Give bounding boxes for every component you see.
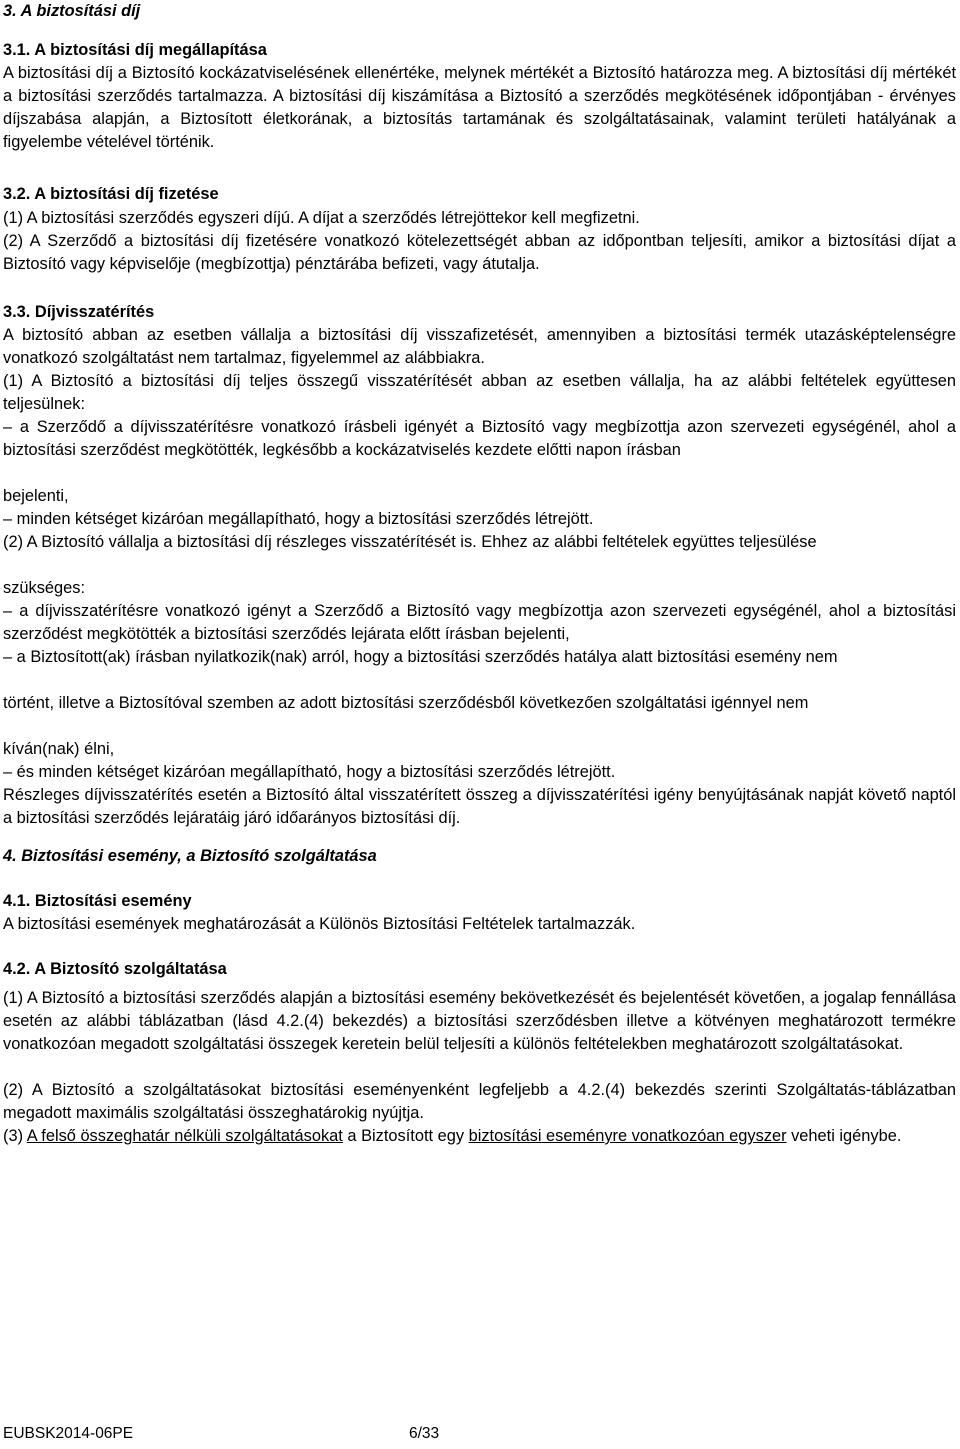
list-item-continuation: kíván(nak) élni, [3, 740, 115, 758]
section-4-2-paragraph-2: (2) A Biztosító a szolgáltatásokat biztosítási eseményenként legfeljebb a 4.2.(4) bekezdés szerinti Szolgáltatás-táblázatban megadott maximális szolgáltatási összeghatárokig nyújtja. [3, 1081, 956, 1122]
section-3-2-paragraph-1: (1) A biztosítási szerződés egyszeri díjú. A díjat a szerződés létrejöttekor kell megfizetni. [3, 209, 640, 227]
section-3-1-paragraph: A biztosítási díj a Biztosító kockázatviselésének ellenértéke, melynek mértékét a Biztosító határozza meg. A biztosítási díj mértékét a biztosítási szerződés tartalmazza. A biztosítási díj kiszámítása a Biztosító a szerződés megkötésének időpontjában - érvényes díjszabása alapján, a Biztosított életkorának, a biztosítás tartamának és szolgáltatásainak, valamint területi hatályának a figyelembe vételével történik. [3, 64, 956, 151]
footer-page-number: 6/33 [409, 1425, 440, 1442]
list-item: – minden kétséget kizáróan megállapítható, hogy a biztosítási szerződés létrejött. [3, 508, 956, 531]
list-item: – a Szerződő a díjvisszatérítésre vonatkozó írásbeli igényét a Biztosító vagy megbízottja azon szervezeti egységénél, ahol a biztosítási szerződést megkötötték, legkésőbb a kockázatviselés kezdete előtti napon írásban [3, 416, 956, 462]
paragraph-text: veheti igénybe. [786, 1127, 902, 1145]
underlined-text: biztosítási eseményre vonatkozóan egyszer [468, 1127, 787, 1145]
section-3-3-heading: 3.3. Díjvisszatérítés [3, 303, 155, 321]
section-3-2-paragraph-2: (2) A Szerződő a biztosítási díj fizetésére vonatkozó kötelezettségét abban az időpontban teljesíti, amikor a biztosítási díjat a Biztosító vagy képviselője (megbízottja) pénztárába befizeti, vagy átutalja. [3, 232, 956, 273]
section-4-2-paragraph-3 [3, 1125, 956, 1148]
list-item: – és minden kétséget kizáróan megállapítható, hogy a biztosítási szerződés létrejött. [3, 761, 956, 784]
section-4-2-heading: 4.2. A Biztosító szolgáltatása [3, 960, 227, 978]
section-4-1-heading: 4.1. Biztosítási esemény [3, 892, 192, 910]
list-item: – a Biztosított(ak) írásban nyilatkozik(nak) arról, hogy a biztosítási szerződés hatálya alatt biztosítási esemény nem [3, 646, 956, 669]
section-3-3-paragraph-2: (2) A Biztosító vállalja a biztosítási díj részleges visszatérítését is. Ehhez az alábbi feltételek együttes teljesülése [3, 533, 817, 551]
section-3-title: 3. A biztosítási díj [3, 2, 141, 20]
paragraph-text: a Biztosított egy [342, 1127, 469, 1145]
list-item: – a díjvisszatérítésre vonatkozó igényt a Szerződő a Biztosító vagy megbízottja azon szervezeti egységénél, ahol a biztosítási szerződést megkötötték a biztosítási szerződés lejárata előtt írásban bejelenti, [3, 600, 956, 646]
section-4-2-paragraph-1: (1) A Biztosító a biztosítási szerződés alapján a biztosítási esemény bekövetkezését és bejelentését követően, a jogalap fennállása esetén az alábbi táblázatban (lásd 4.2.(4) bekezdés) a biztosítási szerződésben illetve a kötvényen meghatározott termékre vonatkozóan megadott szolgáltatási összegek keretein belül teljesíti a különös feltételekben meghatározott szolgáltatásokat. [3, 989, 956, 1053]
footer-document-code: EUBSK2014-06PE [3, 1425, 134, 1442]
section-3-3-paragraph-1: (1) A Biztosító a biztosítási díj teljes összegű visszatérítését abban az esetben vállalja, ha az alábbi feltételek együttesen teljesülnek: [3, 372, 956, 413]
paragraph-prefix: (3) [3, 1127, 27, 1145]
list-item-continuation: történt, illetve a Biztosítóval szemben az adott biztosítási szerződésből következően szolgáltatási igénnyel nem [3, 694, 809, 712]
paragraph-continuation: szükséges: [3, 579, 85, 597]
underlined-text: A felső összeghatár nélküli szolgáltatásokat [26, 1127, 343, 1145]
section-3-3-closing: Részleges díjvisszatérítés esetén a Biztosító által visszatérített összeg a díjvisszatérítési igény benyújtásának napját követő naptól a biztosítási szerződés lejáratáig járó időarányos biztosítási díj. [3, 786, 956, 827]
section-3-2-heading: 3.2. A biztosítási díj fizetése [3, 185, 219, 203]
section-4-title: 4. Biztosítási esemény, a Biztosító szolgáltatása [3, 847, 377, 865]
list-item-continuation: bejelenti, [3, 487, 69, 505]
section-3-1-heading: 3.1. A biztosítási díj megállapítása [3, 41, 267, 59]
section-4-1-paragraph: A biztosítási események meghatározását a Különös Biztosítási Feltételek tartalmazzák. [3, 915, 636, 933]
section-3-3-intro: A biztosító abban az esetben vállalja a biztosítási díj visszafizetését, amennyiben a biztosítási termék utazásképtelenségre vonatkozó szolgáltatást nem tartalmaz, figyelemmel az alábbiakra. [3, 326, 956, 367]
